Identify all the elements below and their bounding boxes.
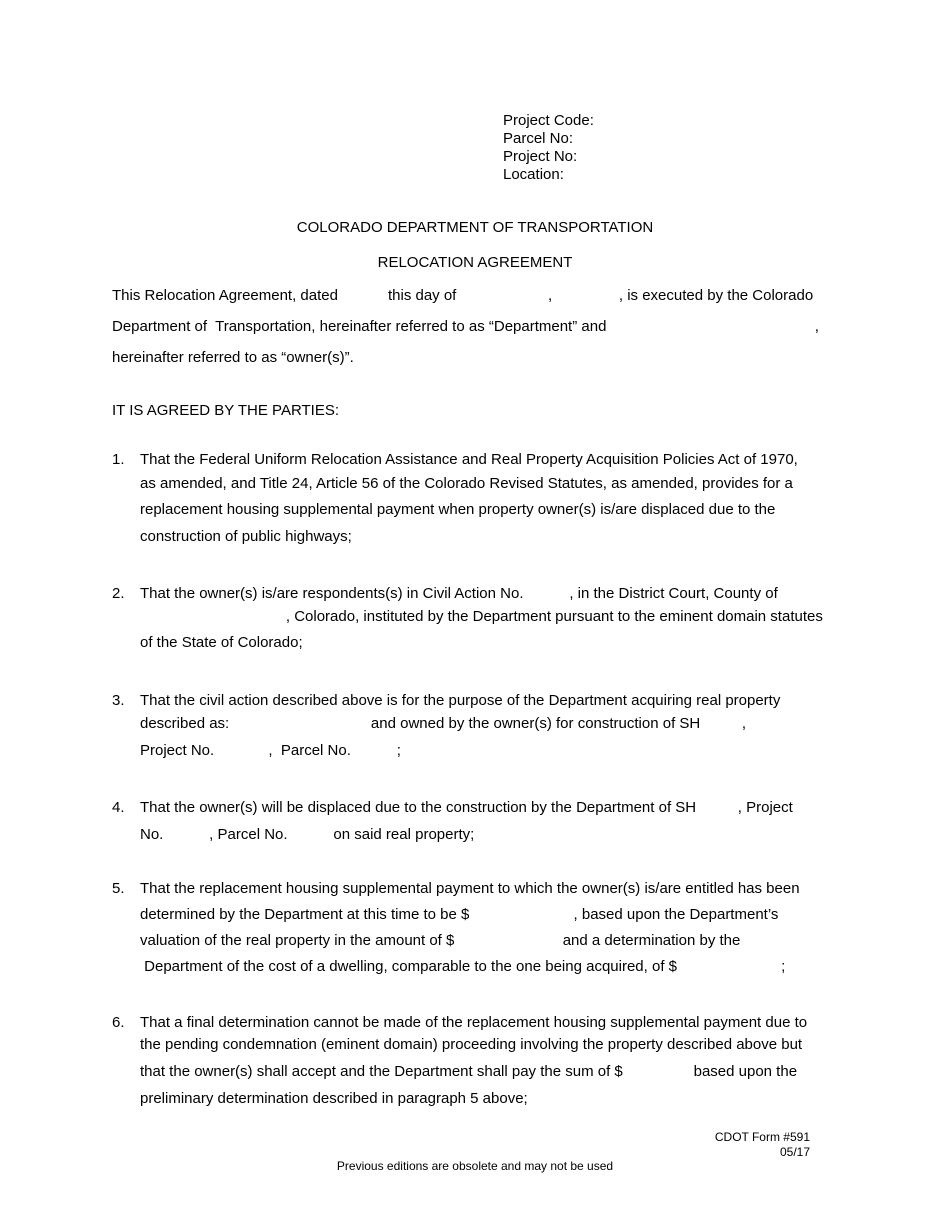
item-1-number: 1. <box>112 451 125 468</box>
item-3-line-3: Project No. , Parcel No. ; <box>140 742 401 759</box>
form-number: CDOT Form #591 <box>714 1130 810 1144</box>
item-2-line-2: , Colorado, instituted by the Department pursuant to the eminent domain statutes <box>140 608 823 625</box>
item-6-line-4: preliminary determination described in paragraph 5 above; <box>140 1090 528 1107</box>
item-4-number: 4. <box>112 799 125 816</box>
item-2-number: 2. <box>112 585 125 602</box>
item-2-line-3: of the State of Colorado; <box>140 634 303 651</box>
parcel-no-label: Parcel No: <box>503 130 574 147</box>
footer-notice: Previous editions are obsolete and may not be used <box>336 1159 614 1173</box>
intro-line-3: hereinafter referred to as “owner(s)”. <box>112 349 354 366</box>
item-6-line-3: that the owner(s) shall accept and the Department shall pay the sum of $ based upon the <box>140 1063 798 1080</box>
item-6-line-2: the pending condemnation (eminent domain) proceeding involving the property described above but <box>140 1036 803 1053</box>
agreement-title: RELOCATION AGREEMENT <box>377 254 573 271</box>
intro-line-1: This Relocation Agreement, dated this day of , , is executed by the Colorado <box>112 287 814 304</box>
project-code-label: Project Code: <box>503 112 594 129</box>
form-date: 05/17 <box>779 1145 810 1159</box>
intro-line-2: Department of Transportation, hereinafter referred to as “Department” and , <box>112 318 819 335</box>
item-3-line-2: described as: and owned by the owner(s) for construction of SH , <box>140 715 747 732</box>
item-5-line-1: That the replacement housing supplemental payment to which the owner(s) is/are entitled has been <box>140 880 800 897</box>
item-4-line-2: No. , Parcel No. on said real property; <box>140 826 475 843</box>
department-title: COLORADO DEPARTMENT OF TRANSPORTATION <box>296 219 654 236</box>
item-6-number: 6. <box>112 1014 125 1031</box>
item-5-line-4: Department of the cost of a dwelling, comparable to the one being acquired, of $ ; <box>140 958 786 975</box>
item-3-line-1: That the civil action described above is for the purpose of the Department acquiring real property <box>140 692 781 709</box>
item-1-line-2: as amended, and Title 24, Article 56 of the Colorado Revised Statutes, as amended, provides for a <box>140 475 793 492</box>
agreed-heading: IT IS AGREED BY THE PARTIES: <box>112 402 340 419</box>
item-4-line-1: That the owner(s) will be displaced due to the construction by the Department of SH , Project <box>140 799 793 816</box>
item-1-line-3: replacement housing supplemental payment when property owner(s) is/are displaced due to the <box>140 501 776 518</box>
item-1-line-1: That the Federal Uniform Relocation Assistance and Real Property Acquisition Policies Act of 1970, <box>140 451 798 468</box>
item-1-line-4: construction of public highways; <box>140 528 352 545</box>
header-block <box>503 112 594 184</box>
item-6-line-1: That a final determination cannot be made of the replacement housing supplemental payment due to <box>140 1014 808 1031</box>
item-3-number: 3. <box>112 692 125 709</box>
item-5-line-2: determined by the Department at this time to be $ , based upon the Department’s <box>140 906 779 923</box>
location-label: Location: <box>503 166 564 183</box>
item-5-line-3: valuation of the real property in the amount of $ and a determination by the <box>140 932 741 949</box>
project-no-label: Project No: <box>503 148 578 165</box>
item-5-number: 5. <box>112 880 125 897</box>
item-2-line-1: That the owner(s) is/are respondents(s) in Civil Action No. , in the District Court, County of <box>140 585 778 602</box>
